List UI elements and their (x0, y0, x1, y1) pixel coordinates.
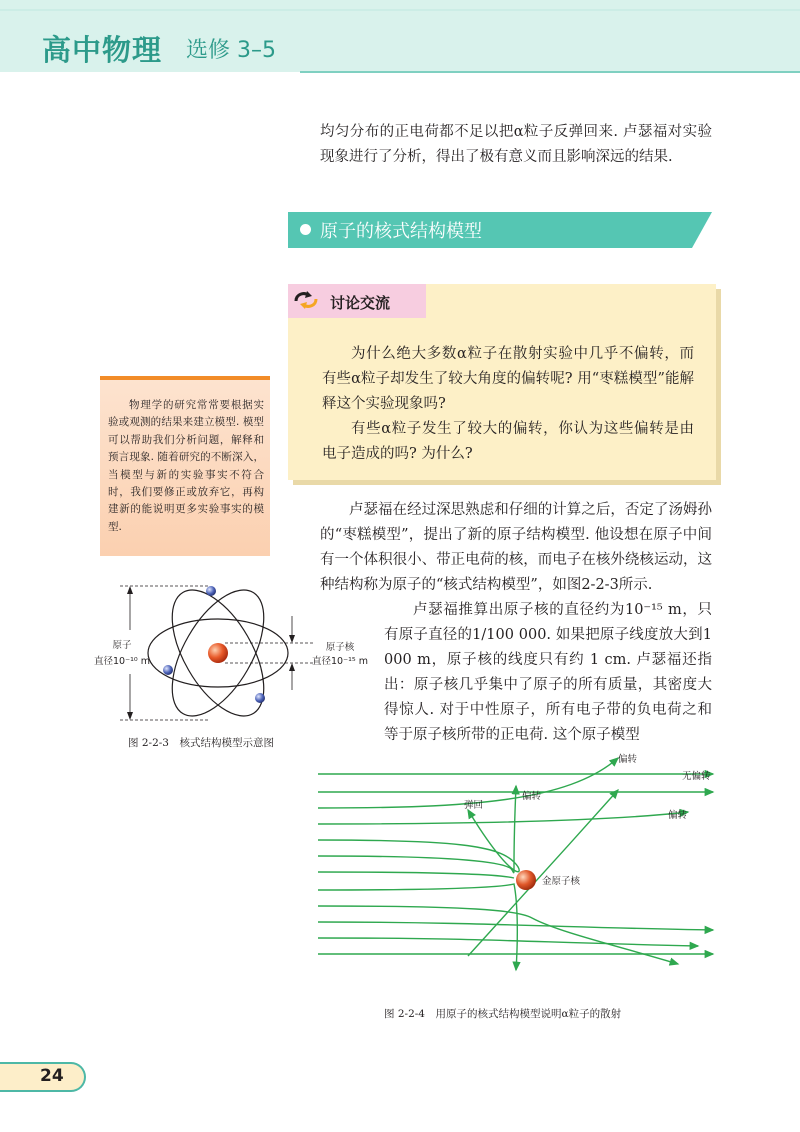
discussion-question-1: 为什么绝大多数α粒子在散射实验中几乎不偏转，而有些α粒子却发生了较大角度的偏转呢? 用“枣糕模型”能解释这个实验现象吗? (322, 346, 694, 412)
intro-paragraph: 均匀分布的正电荷都不足以把α粒子反弹回来. 卢瑟福对实验现象进行了分析，得出了极有意义而且影响深远的结果. (320, 124, 712, 165)
gold-nucleus-label: 金原子核 (542, 876, 581, 887)
bounce-label: 弹回 (464, 800, 484, 811)
deflect-right-label: 偏转 (668, 810, 688, 821)
atom-label: 原子 (112, 640, 132, 651)
discussion-text (322, 342, 694, 467)
discussion-arrows-icon (292, 289, 320, 311)
electron-icon (255, 693, 265, 703)
nucleus-icon (208, 643, 228, 663)
figure-2-2-3-caption: 图 2-2-3 核式结构模型示意图 (128, 737, 274, 749)
alpha-scattering-figure (318, 750, 728, 980)
deflect-up-label: 偏转 (522, 791, 542, 802)
discussion-question-2: 有些α粒子发生了较大的偏转，你认为这些偏转是由电子造成的吗? 为什么? (322, 421, 694, 462)
nucleus-diameter-label: 直径10⁻¹⁵ m (312, 656, 368, 667)
atom-model-figure (94, 578, 370, 728)
electron-icon (206, 586, 216, 596)
deflect-top-label: 偏转 (618, 754, 638, 765)
no-deflect-label: 无偏转 (682, 771, 711, 782)
book-title: 高中物理 (42, 33, 163, 67)
book-subtitle: 选修 3–5 (186, 38, 276, 63)
atom-diameter-label: 直径10⁻¹⁰ m (94, 656, 150, 667)
margin-note-text: 物理学的研究常常要根据实验或观测的结果来建立模型. 模型可以帮助我们分析问题，解释和预言现象. 随着研究的不断深入，当模型与新的实验事实不符合时，我们要修正或放弃它，再构建新的能说明更多实验事实的模型. (108, 399, 264, 533)
gold-nucleus-icon (516, 870, 536, 890)
section-bullet-icon (300, 224, 311, 235)
page-number: 24 (40, 1066, 64, 1086)
discussion-label: 讨论交流 (330, 294, 391, 312)
body-paragraph-1: 卢瑟福在经过深思熟虑和仔细的计算之后，否定了汤姆孙的“枣糕模型”，提出了新的原子结构模型. 他设想在原子中间有一个体积很小、带正电荷的核，而电子在核外绕核运动，这种结构称为原子的“核式结构模型”，如图2-2-3所示. (320, 502, 712, 593)
nucleus-label: 原子核 (325, 642, 355, 653)
section-title: 原子的核式结构模型 (320, 221, 482, 242)
body-paragraph-2: 卢瑟福推算出原子核的直径约为10⁻¹⁵ m，只有原子直径的1/100 000. 如果把原子线度放大到1 000 m，原子核的线度只有约 1 cm. 卢瑟福还指出：原子核几乎集中了原子的所有质量，其密度大得惊人. 对于中性原子，所有电子带的负电荷之和等于原子核所带的正电荷. 这个原子模型 (384, 602, 712, 743)
electron-icon (163, 665, 173, 675)
figure-2-2-4-caption: 图 2-2-4 用原子的核式结构模型说明α粒子的散射 (384, 1008, 622, 1020)
